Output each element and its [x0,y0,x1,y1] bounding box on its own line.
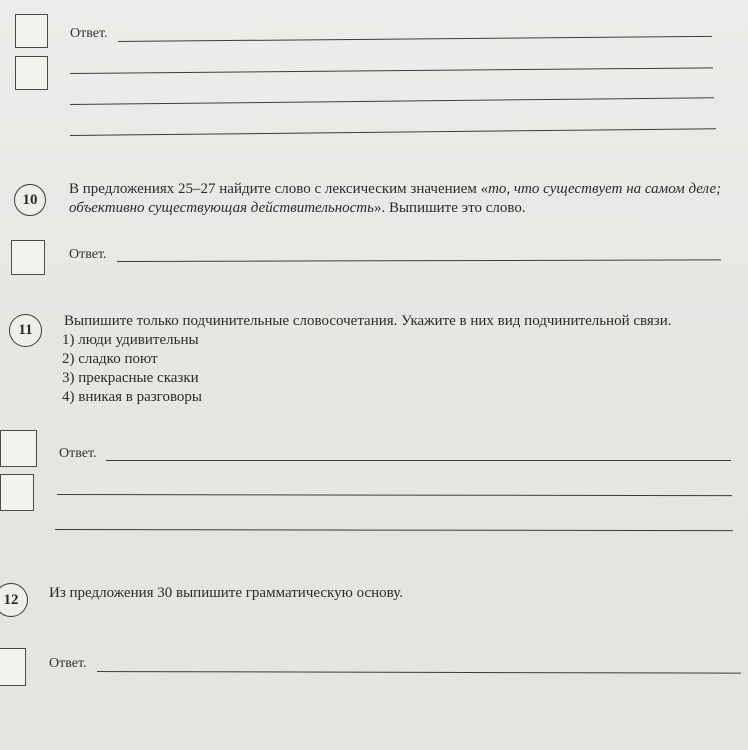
answer-label-10: Ответ. [69,247,107,262]
question-10-text-definition: то, что существует на самом деле; объективно существующая действительность [69,181,722,216]
question-number-10: 10 [14,184,46,216]
question-number-12: 12 [0,583,28,617]
answer-label-11: Ответ. [59,446,97,461]
question-11-text: Выпишите только подчинительные словосочетания. Укажите в них вид подчинительной связи. [64,313,672,329]
answer-line-11-1[interactable] [106,460,731,461]
question-11-option-2: 2) сладко поют [62,351,158,367]
question-10-text [69,180,724,218]
question-number-11: 11 [9,314,42,347]
answer-box-12[interactable] [0,648,26,686]
answer-label-top: Ответ. [70,26,108,41]
question-10-text-prefix: В предложениях 25–27 найдите слово с лексическим значением « [69,181,489,197]
question-11-option-3: 3) прекрасные сказки [62,370,199,386]
answer-label-12: Ответ. [49,656,87,671]
answer-line-11-2[interactable] [57,494,732,496]
answer-line-11-3[interactable] [55,529,733,531]
answer-line-top-1[interactable] [118,36,712,42]
answer-line-12[interactable] [97,671,741,674]
question-11-option-4: 4) вникая в разговоры [62,389,203,405]
answer-box-11-2[interactable] [0,474,34,511]
answer-box-top-1[interactable] [15,14,48,48]
question-10-text-suffix: ». Выпишите это слово. [373,200,526,216]
answer-line-10[interactable] [117,259,721,262]
question-11-option-1: 1) люди удивительны [62,332,199,348]
answer-box-top-2[interactable] [15,56,48,90]
question-12-text: Из предложения 30 выпишите грамматическую основу. [49,585,403,601]
answer-line-top-4[interactable] [70,128,716,136]
answer-box-11-1[interactable] [0,430,37,467]
answer-line-top-2[interactable] [70,67,713,74]
answer-line-top-3[interactable] [70,97,714,105]
answer-box-10[interactable] [11,240,45,275]
